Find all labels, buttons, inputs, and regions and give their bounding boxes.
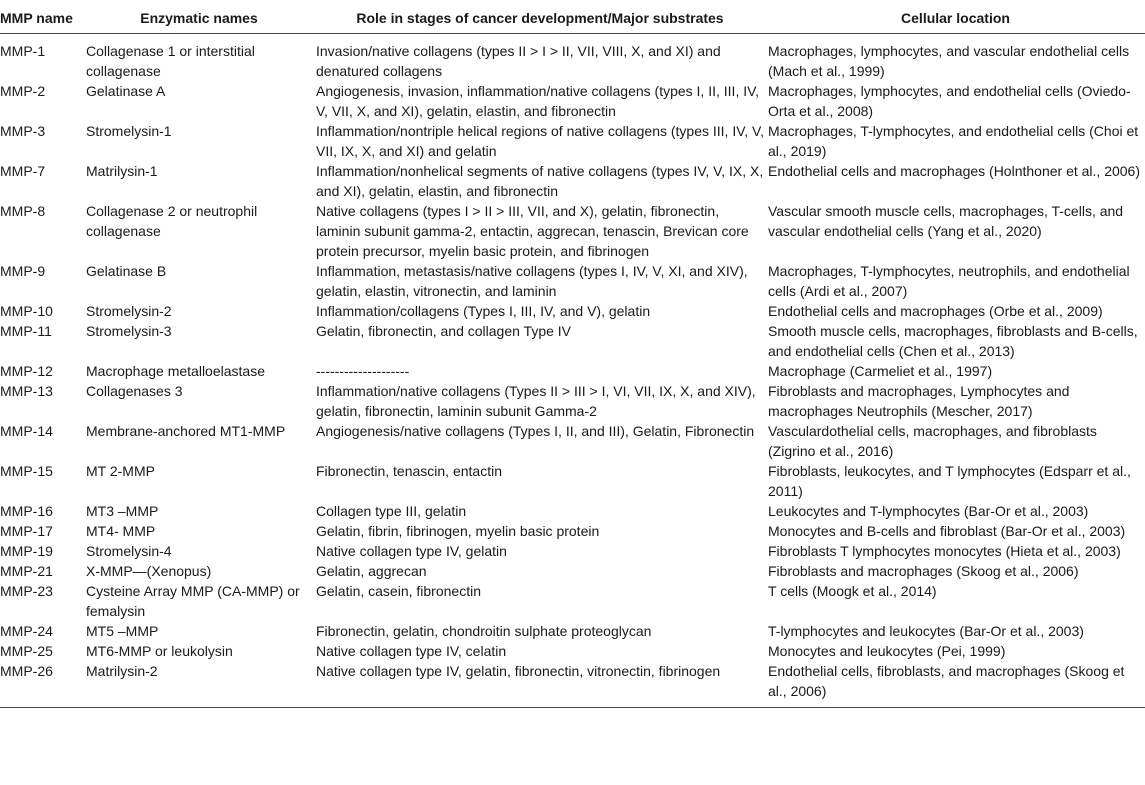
- role-cell: Inflammation/collagens (Types I, III, IV, and V), gelatin: [316, 303, 651, 319]
- location-cell: Monocytes and B-cells and fibroblast (Bar-Or et al., 2003): [768, 523, 1126, 539]
- enzymatic-name-cell: X-MMP—(Xenopus): [86, 563, 212, 579]
- location-cell: Macrophages, T-lymphocytes, and endothelial cells (Choi et al., 2019): [768, 123, 1139, 159]
- location-cell: T-lymphocytes and leukocytes (Bar-Or et al., 2003): [768, 623, 1084, 639]
- enzymatic-name-cell: MT6-MMP or leukolysin: [86, 643, 233, 659]
- mmp-name-cell: MMP-3: [0, 123, 46, 139]
- table-row: [0, 121, 1145, 161]
- table-row: [0, 541, 1145, 561]
- mmp-name-cell: MMP-7: [0, 163, 46, 179]
- header-enzymatic-names: Enzymatic names: [140, 10, 258, 26]
- enzymatic-name-cell: Membrane-anchored MT1-MMP: [86, 423, 286, 439]
- enzymatic-name-cell: Collagenases 3: [86, 383, 183, 399]
- mmp-name-cell: MMP-2: [0, 83, 46, 99]
- location-cell: Macrophage (Carmeliet et al., 1997): [768, 363, 993, 379]
- mmp-name-cell: MMP-21: [0, 563, 53, 579]
- location-cell: Fibroblasts and macrophages, Lymphocytes and macrophages Neutrophils (Mescher, 2017): [768, 383, 1070, 419]
- enzymatic-name-cell: Stromelysin-3: [86, 323, 172, 339]
- location-cell: Vascular smooth muscle cells, macrophages, T-cells, and vascular endothelial cells (Yang et al., 2020): [768, 203, 1124, 239]
- table-row: [0, 34, 1145, 82]
- table-row: [0, 201, 1145, 261]
- role-cell: Native collagens (types I > II > III, VII, and X), gelatin, fibronectin, laminin subunit gamma-2, entactin, aggrecan, tenascin, Brevican core protein precursor, myelin basic protein, and fibrinogen: [316, 203, 749, 259]
- role-cell: Inflammation, metastasis/native collagens (types I, IV, V, XI, and XIV), gelatin, elastin, vitronectin, and laminin: [316, 263, 748, 299]
- role-cell: Native collagen type IV, gelatin, fibronectin, vitronectin, fibrinogen: [316, 663, 721, 679]
- role-cell: Gelatin, aggrecan: [316, 563, 427, 579]
- table-row: [0, 81, 1145, 121]
- table-row: [0, 301, 1145, 321]
- location-cell: Macrophages, lymphocytes, and endothelial cells (Oviedo-Orta et al., 2008): [768, 83, 1131, 119]
- role-cell: Native collagen type IV, gelatin: [316, 543, 507, 559]
- header-cellular-location: Cellular location: [901, 10, 1010, 26]
- role-cell: --------------------: [316, 363, 410, 379]
- mmp-name-cell: MMP-12: [0, 363, 53, 379]
- mmp-name-cell: MMP-25: [0, 643, 53, 659]
- enzymatic-name-cell: Macrophage metalloelastase: [86, 363, 265, 379]
- header-role: Role in stages of cancer development/Major substrates: [356, 10, 724, 26]
- table-row: [0, 581, 1145, 621]
- table-row: [0, 321, 1145, 361]
- table-row: [0, 361, 1145, 381]
- enzymatic-name-cell: Cysteine Array MMP (CA-MMP) or femalysin: [86, 583, 300, 619]
- mmp-name-cell: MMP-24: [0, 623, 53, 639]
- mmp-name-cell: MMP-8: [0, 203, 46, 219]
- location-cell: Smooth muscle cells, macrophages, fibroblasts and B-cells, and endothelial cells (Chen et al., 2013): [768, 323, 1138, 359]
- role-cell: Collagen type III, gelatin: [316, 503, 467, 519]
- enzymatic-name-cell: Collagenase 1 or interstitial collagenase: [86, 43, 255, 79]
- mmp-name-cell: MMP-16: [0, 503, 53, 519]
- enzymatic-name-cell: Gelatinase B: [86, 263, 167, 279]
- enzymatic-name-cell: Collagenase 2 or neutrophil collagenase: [86, 203, 258, 239]
- location-cell: Fibroblasts and macrophages (Skoog et al., 2006): [768, 563, 1079, 579]
- enzymatic-name-cell: Matrilysin-2: [86, 663, 158, 679]
- table-row: [0, 521, 1145, 541]
- mmp-name-cell: MMP-26: [0, 663, 53, 679]
- mmp-name-cell: MMP-15: [0, 463, 53, 479]
- enzymatic-name-cell: Stromelysin-2: [86, 303, 172, 319]
- location-cell: T cells (Moogk et al., 2014): [768, 583, 937, 599]
- header-row: [0, 0, 1145, 34]
- location-cell: Vasculardothelial cells, macrophages, and fibroblasts (Zigrino et al., 2016): [768, 423, 1097, 459]
- mmp-name-cell: MMP-23: [0, 583, 53, 599]
- enzymatic-name-cell: MT 2-MMP: [86, 463, 155, 479]
- role-cell: Gelatin, fibrin, fibrinogen, myelin basic protein: [316, 523, 600, 539]
- location-cell: Monocytes and leukocytes (Pei, 1999): [768, 643, 1006, 659]
- table-row: [0, 161, 1145, 201]
- role-cell: Invasion/native collagens (types II > I > II, VII, VIII, X, and XI) and denatured collagens: [316, 43, 721, 79]
- role-cell: Native collagen type IV, celatin: [316, 643, 507, 659]
- role-cell: Inflammation/nonhelical segments of native collagens (types IV, V, IX, X, and XI), gelatin, elastin, and fibronectin: [316, 163, 764, 199]
- mmp-name-cell: MMP-19: [0, 543, 53, 559]
- location-cell: Endothelial cells and macrophages (Holnthoner et al., 2006): [768, 163, 1141, 179]
- enzymatic-name-cell: MT3 –MMP: [86, 503, 159, 519]
- table-row: [0, 661, 1145, 708]
- header-mmp-name: MMP name: [0, 10, 73, 26]
- table-row: [0, 641, 1145, 661]
- role-cell: Fibronectin, tenascin, entactin: [316, 463, 502, 479]
- table-body: [0, 34, 1145, 708]
- table-row: [0, 501, 1145, 521]
- table-row: [0, 561, 1145, 581]
- enzymatic-name-cell: MT5 –MMP: [86, 623, 159, 639]
- enzymatic-name-cell: Matrilysin-1: [86, 163, 158, 179]
- mmp-name-cell: MMP-11: [0, 323, 52, 339]
- enzymatic-name-cell: Stromelysin-1: [86, 123, 172, 139]
- mmp-name-cell: MMP-13: [0, 383, 53, 399]
- location-cell: Fibroblasts, leukocytes, and T lymphocytes (Edsparr et al., 2011): [768, 463, 1131, 499]
- role-cell: Angiogenesis, invasion, inflammation/native collagens (types I, II, III, IV, V, VII, X, and XI), gelatin, elastin, and fibronectin: [316, 83, 760, 119]
- table-header: [0, 0, 1145, 34]
- enzymatic-name-cell: Gelatinase A: [86, 83, 166, 99]
- table-row: [0, 381, 1145, 421]
- location-cell: Macrophages, lymphocytes, and vascular endothelial cells (Mach et al., 1999): [768, 43, 1130, 79]
- table-row: [0, 461, 1145, 501]
- mmp-name-cell: MMP-17: [0, 523, 53, 539]
- location-cell: Macrophages, T-lymphocytes, neutrophils, and endothelial cells (Ardi et al., 2007): [768, 263, 1130, 299]
- location-cell: Leukocytes and T-lymphocytes (Bar-Or et al., 2003): [768, 503, 1089, 519]
- enzymatic-name-cell: MT4- MMP: [86, 523, 156, 539]
- role-cell: Gelatin, casein, fibronectin: [316, 583, 481, 599]
- table-row: [0, 621, 1145, 641]
- table-row: [0, 261, 1145, 301]
- role-cell: Fibronectin, gelatin, chondroitin sulphate proteoglycan: [316, 623, 652, 639]
- location-cell: Fibroblasts T lymphocytes monocytes (Hieta et al., 2003): [768, 543, 1121, 559]
- role-cell: Inflammation/native collagens (Types II > III > I, VI, VII, IX, X, and XIV), gelatin, fibronectin, laminin subunit Gamma-2: [316, 383, 756, 419]
- location-cell: Endothelial cells and macrophages (Orbe et al., 2009): [768, 303, 1103, 319]
- enzymatic-name-cell: Stromelysin-4: [86, 543, 172, 559]
- role-cell: Inflammation/nontriple helical regions of native collagens (types III, IV, V, VII, IX, X, and XI) and gelatin: [316, 123, 764, 159]
- mmp-name-cell: MMP-1: [0, 43, 46, 59]
- role-cell: Gelatin, fibronectin, and collagen Type IV: [316, 323, 572, 339]
- mmp-name-cell: MMP-14: [0, 423, 53, 439]
- location-cell: Endothelial cells, fibroblasts, and macrophages (Skoog et al., 2006): [768, 663, 1125, 699]
- mmp-name-cell: MMP-9: [0, 263, 46, 279]
- mmp-name-cell: MMP-10: [0, 303, 53, 319]
- table-row: [0, 421, 1145, 461]
- role-cell: Angiogenesis/native collagens (Types I, II, and III), Gelatin, Fibronectin: [316, 423, 755, 439]
